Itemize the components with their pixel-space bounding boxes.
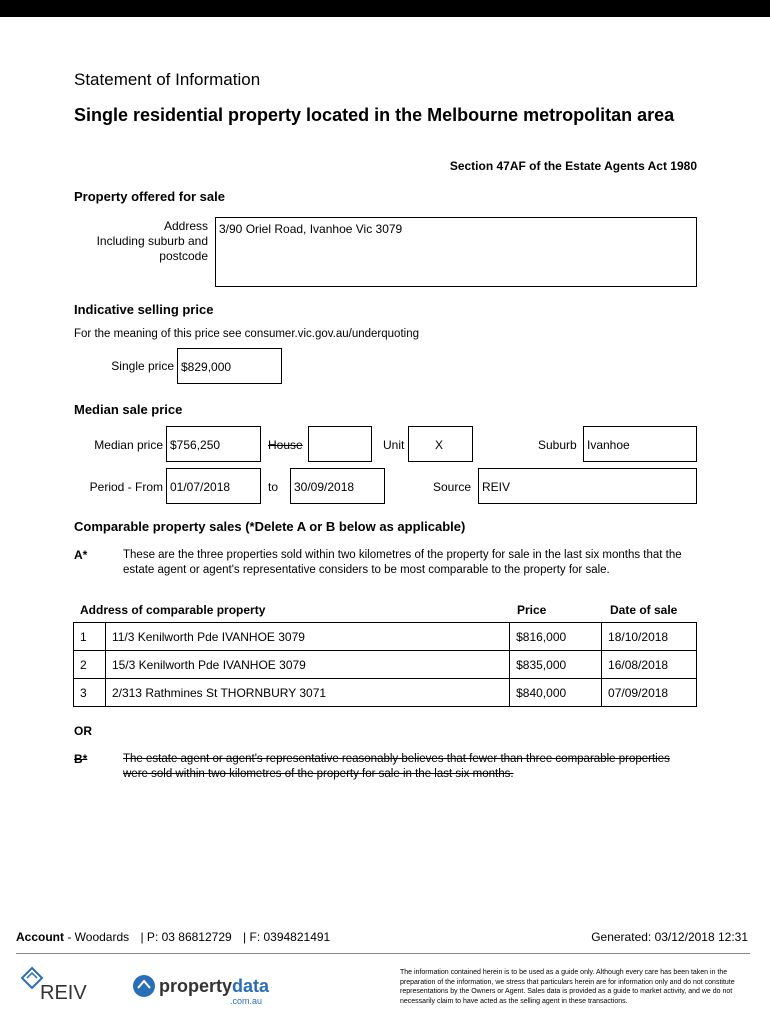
house-label: House xyxy=(268,438,303,452)
account-label: Account xyxy=(16,930,64,944)
median-price-label: Median price xyxy=(94,438,163,452)
source-label: Source xyxy=(433,480,472,494)
property-section-title: Property offered for sale xyxy=(74,189,225,204)
period-to-field[interactable]: 30/09/2018 xyxy=(290,468,385,504)
table-row xyxy=(74,651,697,679)
suburb-label: Suburb xyxy=(538,438,577,452)
period-label: Period - From xyxy=(89,480,163,494)
row-number: 2 xyxy=(74,651,106,679)
house-field[interactable] xyxy=(308,426,372,462)
row-date: 16/08/2018 xyxy=(602,651,697,679)
col-date-header: Date of sale xyxy=(610,603,678,617)
option-b-marker: B* xyxy=(74,752,88,766)
footer-divider xyxy=(16,953,750,954)
period-from-field[interactable]: 01/07/2018 xyxy=(166,468,261,504)
account-value: - Woodards xyxy=(64,930,130,944)
unit-field[interactable]: X xyxy=(408,426,473,462)
top-bar xyxy=(0,0,770,17)
pd-logo-main: propertydata xyxy=(159,976,270,996)
reiv-logo xyxy=(18,966,98,1006)
option-a-marker: A* xyxy=(74,548,88,562)
reiv-logo-text: REIV xyxy=(40,982,87,1004)
row-address: 11/3 Kenilworth Pde IVANHOE 3079 xyxy=(105,623,509,651)
row-date: 07/09/2018 xyxy=(602,679,697,707)
option-b-text: The estate agent or agent's representative reasonably believes that fewer than three comparable properties were sold within two kilometres of the property for sale in the last six months. xyxy=(123,753,670,780)
comparable-section-title: Comparable property sales (*Delete A or B below as applicable) xyxy=(74,519,466,534)
generated-timestamp: Generated: 03/12/2018 12:31 xyxy=(591,930,748,944)
section-act: Section 47AF of the Estate Agents Act 1980 xyxy=(449,159,697,173)
col-address-header: Address of comparable property xyxy=(80,603,266,617)
col-price-header: Price xyxy=(517,603,547,617)
comparable-table xyxy=(73,622,697,707)
row-price: $840,000 xyxy=(510,679,602,707)
address-field[interactable]: 3/90 Oriel Road, Ivanhoe Vic 3079 xyxy=(215,217,697,287)
row-price: $816,000 xyxy=(510,623,602,651)
indicative-section-title: Indicative selling price xyxy=(74,302,214,317)
unit-label: Unit xyxy=(383,438,405,452)
pd-logo-sub: .com.au xyxy=(230,996,263,1006)
page-heading: Single residential property located in the Melbourne metropolitan area xyxy=(74,105,675,125)
row-number: 3 xyxy=(74,679,106,707)
row-date: 18/10/2018 xyxy=(602,623,697,651)
suburb-field[interactable]: Ivanhoe xyxy=(583,426,697,462)
to-label: to xyxy=(268,480,279,494)
source-field[interactable]: REIV xyxy=(478,468,697,504)
row-address: 2/313 Rathmines St THORNBURY 3071 xyxy=(105,679,509,707)
or-text: OR xyxy=(74,724,92,738)
option-a-text: These are the three properties sold within two kilometres of the property for sale in the last six months that the estate agent or agent's representative considers to be most comparable to the property for sale. xyxy=(123,549,682,576)
fax: | F: 0394821491 xyxy=(243,930,331,944)
median-price-field[interactable]: $756,250 xyxy=(166,426,261,462)
propertydata-logo xyxy=(132,972,282,1006)
row-number: 1 xyxy=(74,623,106,651)
single-price-field[interactable]: $829,000 xyxy=(177,348,282,384)
statement-title: Statement of Information xyxy=(74,70,261,89)
table-row xyxy=(74,679,697,707)
single-price-label: Single price xyxy=(111,359,174,373)
row-address: 15/3 Kenilworth Pde IVANHOE 3079 xyxy=(105,651,509,679)
table-row xyxy=(74,623,697,651)
account-info xyxy=(16,930,330,944)
disclaimer: The information contained herein is to be used as a guide only. Although every care has been taken in the preparation of the information, we stress that particulars herein are for information only and do not constitute representations by the Owners or Agent. Sales data is provided as a guide to market activity, and we do not necessarily claim to have acted as the selling agent in these transactions. xyxy=(400,969,735,1005)
row-price: $835,000 xyxy=(510,651,602,679)
meaning-text: For the meaning of this price see consumer.vic.gov.au/underquoting xyxy=(74,328,419,340)
phone: | P: 03 86812729 xyxy=(140,930,232,944)
address-label: Address Including suburb and postcode xyxy=(96,219,208,263)
median-section-title: Median sale price xyxy=(74,402,183,417)
propertydata-icon xyxy=(132,974,156,998)
